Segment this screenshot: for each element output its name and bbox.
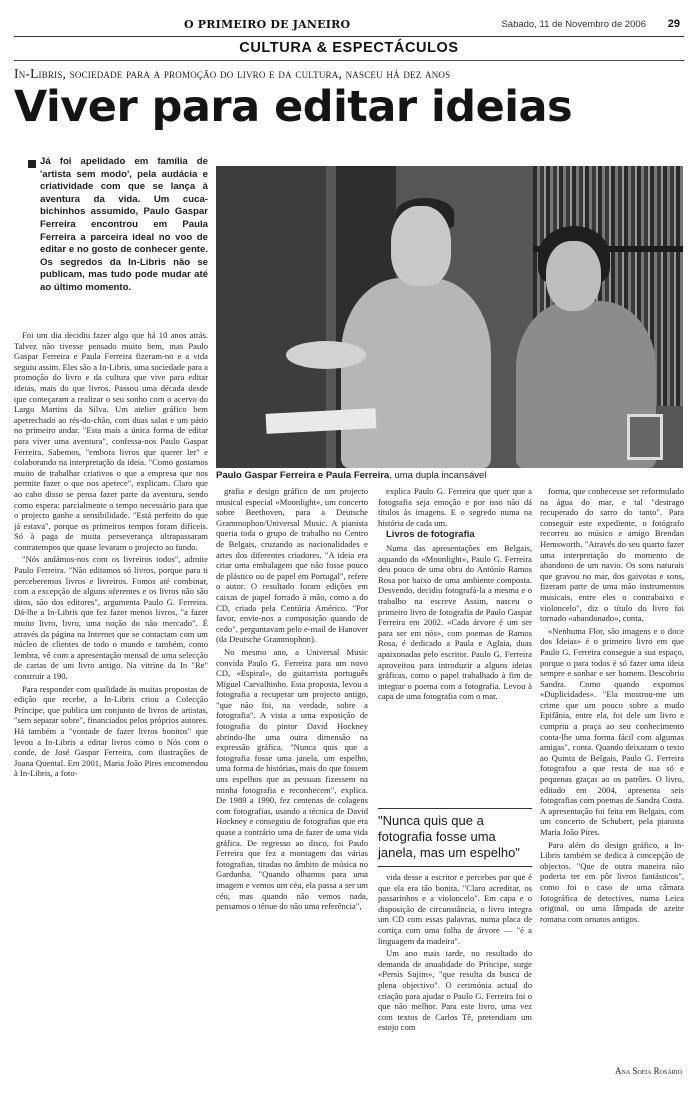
author-byline: Ana Sofia Rosário (614, 1066, 682, 1076)
paragraph: vida desse a escritor e percebes por que é que ela era tão bonita. "Claro acreditar, os passarinhos e a violoncelo". Em capa e o disposição de circunstância, o livro integra um CD com essas palavras, numa placa de cortiça com uma folha de árvore — "é a linguagem da madeira". (378, 872, 532, 946)
paragraph: Um ano mais tarde, no resultado do demanda de anualidade do Príncipe, surge «Persis Sujim», "que resulta da busca de plena objectivo". O cerimónia actual do criação para ajudar o Paulo G. Ferreira foi o que não melhor. Para este livro, uma vez com textos de Carlos Tê, pretendiam um estojo com (378, 948, 532, 1033)
photo-caption (216, 470, 683, 481)
issue-date: Sábado, 11 de Novembro de 2006 (501, 19, 646, 30)
pull-quote-line: "Nunca quis que a (378, 813, 484, 828)
caption-description: , uma dupla incansável (389, 470, 487, 481)
paragraph: Para responder com qualidade às muitas propostas de edição que recebe, a In-Libris criou a Colecção Príncipe, que publica um conjunto de livros de artistas, "sem separar sobre", financiados pelos próprios autores. Há também a "vontade de fazer livros bonitos" que levou a In-Libris a editar livros como o Nós com o conde, de José Gaspar Ferreira, com ilustrações de Joana Quental. Em 2001, Maria João Pires encomendou à In-Libris, a foto- (14, 683, 208, 779)
paragraph: Foi um dia decidiu fazer algo que há 10 anos atrás. Talvez não tivesse pensado muito bem, mas Paulo Gaspar Ferreira e Paula Ferreira fizeram-no e a vida seguiu assim. Eles são a In-Libris, uma sociedade para a promoção do livro e da cultura que vive para editar ideias, mais do que livros. Passou uma década desde que começaram a realizar o seu sonho com o acervo do Largo Martins da Silva. Um atelier gráfico bem apetrechado ao rés-do-chão, com duas salas e um pátio no primeiro andar. "Esta mais a única forma de editar para viver uma aventura", confessa-nos Paulo Gaspar Ferreira. Sabemos, "embora livros que querer ler" e colaborando na interpretação da ideia. "Como gostamos muito de trabalhar criativos o que a empresa que nos permite fazer o que nos apetece", explicam. Claro que ao cabo disso se pensa fazer parte da aventura, sendo como espera: parcialmente o tempo necessário para que o projecto ganhe a sensibilidade. "Está perfeito do que já estava", porque os primeiros tempos foram difíceis. Só à paga de muita perseverança ultrapassaram contratempos que quase levaram o projecto ao fundo. (14, 330, 208, 552)
section-rule (14, 60, 684, 61)
pull-quote-line: fotografia fosse uma (378, 829, 496, 844)
newspaper-name: O PRIMEIRO DE JANEIRO (184, 18, 351, 31)
paragraph: forma, que conhecesse ser reformulado na água do mar, e tal "destrago recuperado do sarro do tanto". Para conseguir este expediente, o fotógrafo recorreu ao músico e amigo Brendan Hemsworth. "Através do seu quarto fazer uma interpretação do momento de abandono de um navio. Os sons naturais que gravou no mar, dos gaivotas e sons, fizeram parte de uma mão instrumentos musicais, entre eles o contrabaixo e violoncelo", diz o título do livro foi tornado «abandonado», conta. (540, 486, 684, 624)
article-column-2 (216, 486, 368, 1066)
pull-quote-line: janela, mas um espelho" (378, 845, 520, 860)
subhead: Livros de fotografia (386, 529, 475, 541)
article-column-4 (540, 486, 684, 1058)
paragraph: grafia e design gráfico de um projecto musical especial «Moonlight», um concerto sobre Beethoven, para a Deutsche Grammophon/Universal Music. A pianista queria toda o grupo de trabalho no Centro de Belgais, cruzando as nacionalidades e artes dos diferentes criadores. "A ideia era criar uma embalagem que não fosse pouco de plástico ou de papel em Portugal", refere o autor. O resultado foram edições em caixas de papel forrado à mão, como a do CD, criada pela Centúria Américo. "Por favor, envie-nos a composição quando de cedo", perguntavam pelo e-mail de Hanover (da Deutsche Grammophon). (216, 486, 368, 645)
kicker: In-Libris, sociedade para a promoção do livro e da cultura, nasceu há dez anos (14, 66, 451, 81)
article-photo (216, 166, 683, 468)
caption-names: Paulo Gaspar Ferreira e Paula Ferreira (216, 470, 390, 481)
paragraph: Numa das apresentações em Belgais, aquando do «Moonlight», Paulo G. Ferreira deu pouco de uma obra do António Ramos Rosa por baixo de uma ambiente composta. Desvendo, decidiu fotografá-la a mesma e o trabalho na escreve Assim, nasceu o primeiro livro de fotografia de Paulo Gaspar Ferreira em 2002. «Cada árvore é um ser para ser em nós», com poemas de Ramos Rosa, é dedicado a Paula e Aglaia, duas apaixonadas pelo escritor. Paulo G. Ferreira aproveitou para introduzir a alguns ideias gráficas, como o papel trabalhado à fim de integrar o poema com a fotografia. Levou à capa de uma fotografia com o mar. (378, 542, 532, 702)
pull-quote (378, 808, 532, 867)
lead-paragraph: Já foi apelidado em família de 'artista sem modo', pela audácia e criatividade com que se lança à aventura da vida. Um cuca-bichinhos assumido, Paulo Gaspar Ferreira encontrou em Paula Ferreira a parceira ideal no voo de editar e no gosto de conhecer gente. Os segredos da In-Libris não se publicam, mas tudo pode mudar até ao último momento. (40, 156, 208, 293)
article-column-3-top (378, 486, 532, 804)
page-number: 29 (667, 18, 680, 30)
headline: Viver para editar ideias (14, 82, 573, 132)
article-column-3-bottom (378, 872, 532, 1066)
section-title: CULTURA & ESPECTÁCULOS (239, 40, 459, 56)
paragraph: No mesmo ano, a Universal Music convida Paulo G. Ferreira para um novo CD, «Espiral», do guitarrista português Miguel Carvalhinho. Esta proposta, levou a fotografia a recuperar um projecto antigo, "que não foi, na verdade, sobre a fotografia". A vista a uma exposição de fotografia do pintor David Hockney abrindo-lhe uma outra dimensão na expressão gráfica. "Nunca quis que a fotografia fosse uma janela, um espelho, uma forma de histórias, mais do que fossem uns espelhos que as pessoas fizessem na minha fotografia e reconhecem", explica. De 1989 a 1990, fez centenas de colagens com fotografias, usando a técnica de David Hockney e conseguiu de fotografias que era quase a contrário uma de fazer de uma vida gráfica. De regresso ao disco, foi Paulo Ferreira que fez a montagem das várias fotografias, tiradas no âmbito de música no Gardunha. "Quando olhamos para uma imagem e vemos um céu, ela passa a ser um céu, mas quando não vemos nada, pensamos o tênue do não uma referência", (216, 646, 368, 912)
lead-square-mark (28, 160, 36, 168)
paragraph: Para além do design gráfico, a In-Libris também se dedica à concepção de objectos. "Que de outra maneira não poderia ter em pôr livros fantásticos", como foi o caso de uma câmara fotográfica de detectives, numa Leica original, ou uma lâmpada de azeite romana com ornatos antigos. (540, 839, 684, 924)
paragraph: «Nenhuma Flor, são imagens e o doce dos Ideias» é o primeiro livro em que Paulo G. Ferreira consegue a sua espaço, porque o para todos é só fazer uma ideia sempre e sonhar e ser homem. Descobriu Sandra. Como quando expomos «Duplicidades». "Ela mostrou-me um crime que um pouco sobre a mudo Epifânia, entre ela, foi dele um livro e cumpriu a praça ao seu conhecimento conta-lhe uma forma fácil com algumas amigas", conta. Quando deixaram o texto ao Quinta de Belgais, Paulo G. Ferreira fotografou a que resta de sua só e pequenas graças ao os patrões. O livro, editado em 2004, apresenta seis fotografias com poemas de Sandra Costa. A apresentação foi feita em Belgais, com um concerto de Schubert, pela pianista Maria João Pires. (540, 625, 684, 837)
header-rule (14, 36, 684, 37)
article-column-1 (14, 330, 208, 1065)
paragraph: "Nós andámos-nos com os livreiros todos", admite Paulo Ferreira. "Não editamos só livros, porque para ti perceberemos livros e livreiros. Fomos até combinar, com a excepção de alguns oferentes e os livros não são ditos, são dos editores", argumenta Paulo G. Ferreira. Dá-lhe a In-Libris que fez fazer menos livros, "a fazer muito livro, livro, uma noção do não mercado". É através da página na Internet que se contactam com um núcleo de clientes de todo o mundo e também, como lembra, vê com a apresentação mensal de uma selecção de cartas de um livro antigo. Na vitrine da In "Re" construir a 190. (14, 554, 208, 681)
running-header (14, 18, 684, 34)
paragraph: explica Paulo G. Ferreira que quer que a fotografia seja emoção e por isso não dá títulos às imagens. E o segredo numa na história de cada um. (378, 486, 532, 528)
